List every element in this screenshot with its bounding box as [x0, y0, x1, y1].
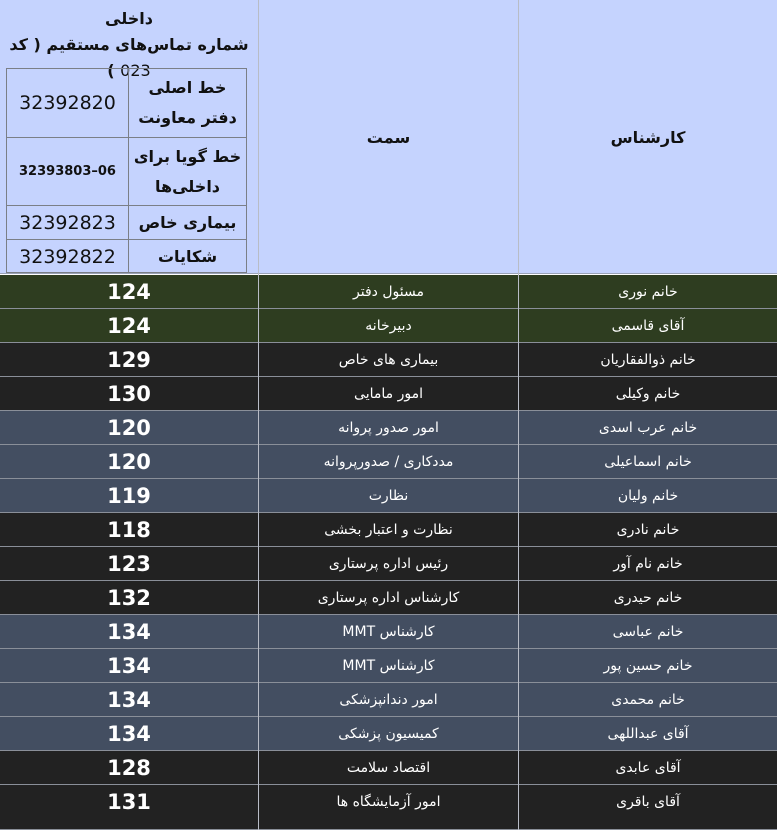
direct-number-value: 32393803–06 [7, 138, 129, 205]
column-divider [258, 0, 259, 830]
row-expert-name: خانم ذوالفقاریان [600, 352, 696, 368]
row-extension: 124 [107, 314, 151, 338]
direct-number-label: خط گویا برای داخلی‌ها [133, 146, 242, 196]
direct-numbers-table [6, 68, 247, 273]
column-divider [518, 0, 519, 830]
row-extension: 134 [107, 654, 151, 678]
row-expert-name: خانم اسماعیلی [604, 454, 692, 470]
header-expert-label: کارشناس [610, 127, 686, 147]
header-expert [519, 0, 777, 274]
header-extension-label: داخلی [105, 9, 153, 28]
row-expert-name: آقای عبداللهی [607, 726, 689, 742]
table-row [0, 785, 777, 830]
direct-number-row [7, 239, 246, 273]
row-expert-name: خانم عباسی [612, 624, 684, 640]
row-position: مددکاری / صدورپروانه [323, 454, 454, 470]
row-expert-name: خانم وکیلی [615, 386, 681, 402]
header-position [259, 0, 518, 274]
direct-number-label: بیماری خاص [138, 212, 237, 232]
row-extension: 120 [107, 416, 151, 440]
header-position-label: سمت [366, 127, 411, 147]
row-extension: 118 [107, 518, 151, 542]
row-extension: 130 [107, 382, 151, 406]
table-row [0, 547, 777, 581]
row-position: کمیسیون پزشکی [338, 726, 439, 742]
direct-number-label: شکایات [157, 246, 218, 266]
direct-number-value: 32392822 [7, 240, 129, 273]
row-extension: 132 [107, 586, 151, 610]
row-position: اقتصاد سلامت [346, 760, 431, 776]
row-extension: 134 [107, 688, 151, 712]
row-position: امور دندانپزشکی [339, 692, 438, 708]
direct-number-value: 32392823 [7, 206, 129, 239]
row-extension: 120 [107, 450, 151, 474]
table-row [0, 275, 777, 309]
row-expert-name: خانم حسین پور [603, 658, 693, 674]
row-extension: 134 [107, 620, 151, 644]
direct-number-row [7, 69, 246, 137]
table-row [0, 717, 777, 751]
row-position: امور مامایی [354, 386, 423, 402]
table-row [0, 683, 777, 717]
direct-code-close: ) [107, 61, 115, 80]
direct-numbers-title-text: شماره تماس‌های مستقیم [46, 35, 249, 54]
table-row [0, 479, 777, 513]
direct-number-row [7, 205, 246, 239]
row-position: نظارت و اعتبار بخشی [324, 522, 453, 538]
row-expert-name: خانم نوری [618, 284, 678, 300]
row-position: امور آزمایشگاه ها [336, 794, 441, 810]
direct-code-open: ( کد [9, 35, 41, 54]
table-row [0, 581, 777, 615]
row-expert-name: خانم عرب اسدی [598, 420, 698, 436]
row-position: دبیرخانه [365, 318, 412, 334]
table-row [0, 343, 777, 377]
direct-number-value: 32392820 [7, 69, 129, 137]
direct-code-number: 023 [120, 61, 151, 80]
row-expert-name: خانم نام آور [613, 556, 683, 572]
row-position: رئیس اداره پرستاری [328, 556, 449, 572]
direct-number-label: خط اصلی دفتر معاونت [138, 78, 237, 127]
row-extension: 123 [107, 552, 151, 576]
table-row [0, 309, 777, 343]
table-row [0, 615, 777, 649]
row-expert-name: خانم حیدری [613, 590, 683, 606]
table-row [0, 751, 777, 785]
row-expert-name: خانم نادری [616, 522, 680, 538]
row-expert-name: آقای عابدی [615, 760, 681, 776]
table-row [0, 649, 777, 683]
row-extension: 119 [107, 484, 151, 508]
row-extension: 124 [107, 280, 151, 304]
direct-number-row [7, 137, 246, 205]
row-position: کارشناس MMT [342, 658, 435, 674]
table-row [0, 411, 777, 445]
table-header [0, 0, 777, 274]
row-position: کارشناس MMT [342, 624, 435, 640]
table-row [0, 377, 777, 411]
table-row [0, 445, 777, 479]
row-expert-name: خانم ولیان [617, 488, 679, 504]
row-expert-name: خانم محمدی [611, 692, 685, 708]
row-extension: 129 [107, 348, 151, 372]
row-position: نظارت [368, 488, 409, 504]
row-extension: 131 [107, 790, 151, 814]
table-row [0, 513, 777, 547]
row-extension: 128 [107, 756, 151, 780]
row-position: مسئول دفتر [353, 284, 424, 300]
row-position: امور صدور پروانه [338, 420, 439, 436]
row-extension: 134 [107, 722, 151, 746]
row-expert-name: آقای قاسمی [611, 318, 685, 334]
row-expert-name: آقای باقری [616, 794, 680, 810]
row-position: بیماری های خاص [338, 352, 439, 368]
row-position: کارشناس اداره پرستاری [317, 590, 460, 606]
